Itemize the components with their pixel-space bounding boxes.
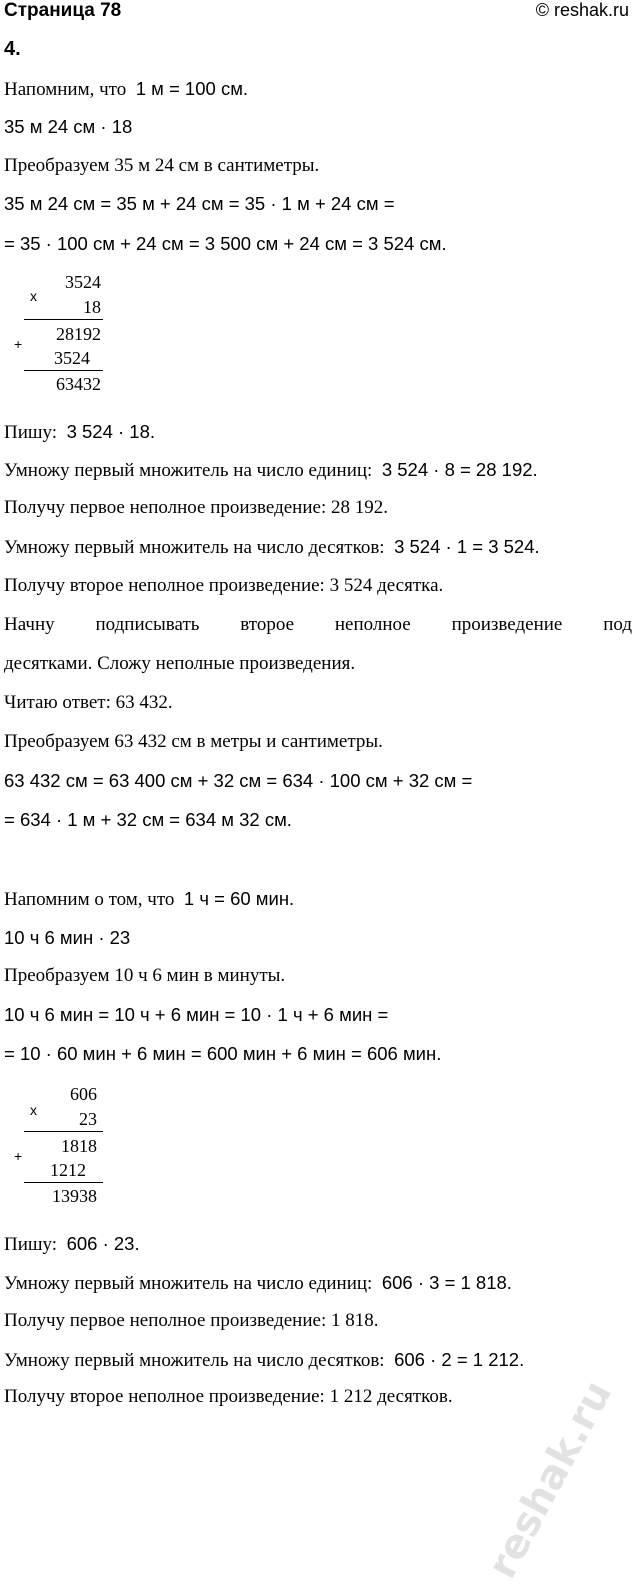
divider-line xyxy=(24,1131,103,1132)
step-text: Умножу первый множитель на число десятков: xyxy=(4,537,385,558)
first-partial-product-2: Получу первое неполное произведение: 1 818. xyxy=(4,1310,379,1331)
result: 13938 xyxy=(52,1186,97,1206)
divider-line xyxy=(24,1182,103,1183)
partial-product-1: 28192 xyxy=(56,324,101,344)
conversion-line-1: 35 м 24 см = 35 м + 24 см = 35 · 1 м + 24 см = xyxy=(4,193,395,214)
step-expression: 3 524 · 1 = 3 524. xyxy=(394,536,540,557)
column-multiplication xyxy=(10,268,110,394)
back-conversion-line-2: = 634 · 1 м + 32 см = 634 м 32 см. xyxy=(4,809,292,830)
second-partial-product-2: Получу второе неполное произведение: 1 212 десятков. xyxy=(4,1386,453,1407)
multiply-sign: x xyxy=(30,1102,37,1118)
factor-1: 3524 xyxy=(65,272,101,292)
multiply-sign: x xyxy=(30,288,37,304)
task-number: 4. xyxy=(4,38,21,60)
step-tens xyxy=(4,536,540,559)
second-partial-product: Получу второе неполное произведение: 3 524 десятка. xyxy=(4,575,444,596)
unit-relation: 1 м = 100 см. xyxy=(135,78,249,99)
task-expression-2: 10 ч 6 мин · 23 xyxy=(4,927,131,948)
convert-title: Преобразуем 35 м 24 см в сантиметры. xyxy=(4,155,320,176)
plus-sign: + xyxy=(14,1148,23,1164)
intro-text: Напомним, что xyxy=(4,79,127,100)
write-line xyxy=(4,421,155,444)
write-expression: 3 524 · 18. xyxy=(66,421,156,442)
step-tens-2 xyxy=(4,1349,524,1372)
write-expression: 606 · 23. xyxy=(66,1233,140,1254)
step-expression: 606 · 3 = 1 818. xyxy=(381,1272,512,1293)
conversion-line-2: = 35 · 100 см + 24 см = 3 500 см + 24 см = 3 524 см. xyxy=(4,233,447,254)
write-label: Пишу: xyxy=(4,422,58,443)
partial-product-1: 1818 xyxy=(61,1136,97,1156)
back-conversion-line-1: 63 432 см = 63 400 см + 32 см = 634 · 100 см + 32 см = xyxy=(4,770,473,791)
factor-2: 23 xyxy=(79,1109,97,1129)
first-partial-product: Получу первое неполное произведение: 28 192. xyxy=(4,497,388,518)
write-label: Пишу: xyxy=(4,1234,58,1255)
watermark: reshak.ru xyxy=(478,1373,621,1586)
partial-product-2: 3524 xyxy=(54,348,90,368)
page-number: Страница 78 xyxy=(4,0,122,21)
step-text: Умножу первый множитель на число десятков: xyxy=(4,1350,385,1371)
step-text: Умножу первый множитель на число единиц: xyxy=(4,460,373,481)
conversion-line-2-2: = 10 · 60 мин + 6 мин = 600 мин + 6 мин = 606 мин. xyxy=(4,1043,442,1064)
partial-product-2: 1212 xyxy=(50,1160,86,1180)
back-conversion-title: Преобразуем 63 432 см в метры и сантиметры. xyxy=(4,731,383,752)
intro-line-2 xyxy=(4,888,294,911)
intro-text: Напомним о том, что xyxy=(4,889,175,910)
source-credit: © reshak.ru xyxy=(535,0,629,20)
paragraph-line-1: Начну подписывать второе неполное произведение под xyxy=(4,614,632,635)
column-multiplication-2 xyxy=(10,1080,110,1206)
factor-1: 606 xyxy=(70,1084,97,1104)
result: 63432 xyxy=(56,374,101,394)
answer-line: Читаю ответ: 63 432. xyxy=(4,692,173,713)
step-text: Умножу первый множитель на число единиц: xyxy=(4,1273,373,1294)
paragraph-line-2: десятками. Сложу неполные произведения. xyxy=(4,653,356,674)
conversion-line-1-2: 10 ч 6 мин = 10 ч + 6 мин = 10 · 1 ч + 6 мин = xyxy=(4,1004,389,1025)
intro-line xyxy=(4,78,248,101)
task-expression: 35 м 24 см · 18 xyxy=(4,116,133,137)
factor-2: 18 xyxy=(83,297,101,317)
plus-sign: + xyxy=(14,336,23,352)
step-units-2 xyxy=(4,1272,512,1295)
convert-title-2: Преобразуем 10 ч 6 мин в минуты. xyxy=(4,965,286,986)
divider-line xyxy=(24,319,103,320)
step-units xyxy=(4,459,538,482)
page-header xyxy=(0,0,635,24)
step-expression: 3 524 · 8 = 28 192. xyxy=(381,459,538,480)
step-expression: 606 · 2 = 1 212. xyxy=(394,1349,525,1370)
write-line-2 xyxy=(4,1233,140,1256)
divider-line xyxy=(24,370,103,371)
unit-relation: 1 ч = 60 мин. xyxy=(183,888,295,909)
